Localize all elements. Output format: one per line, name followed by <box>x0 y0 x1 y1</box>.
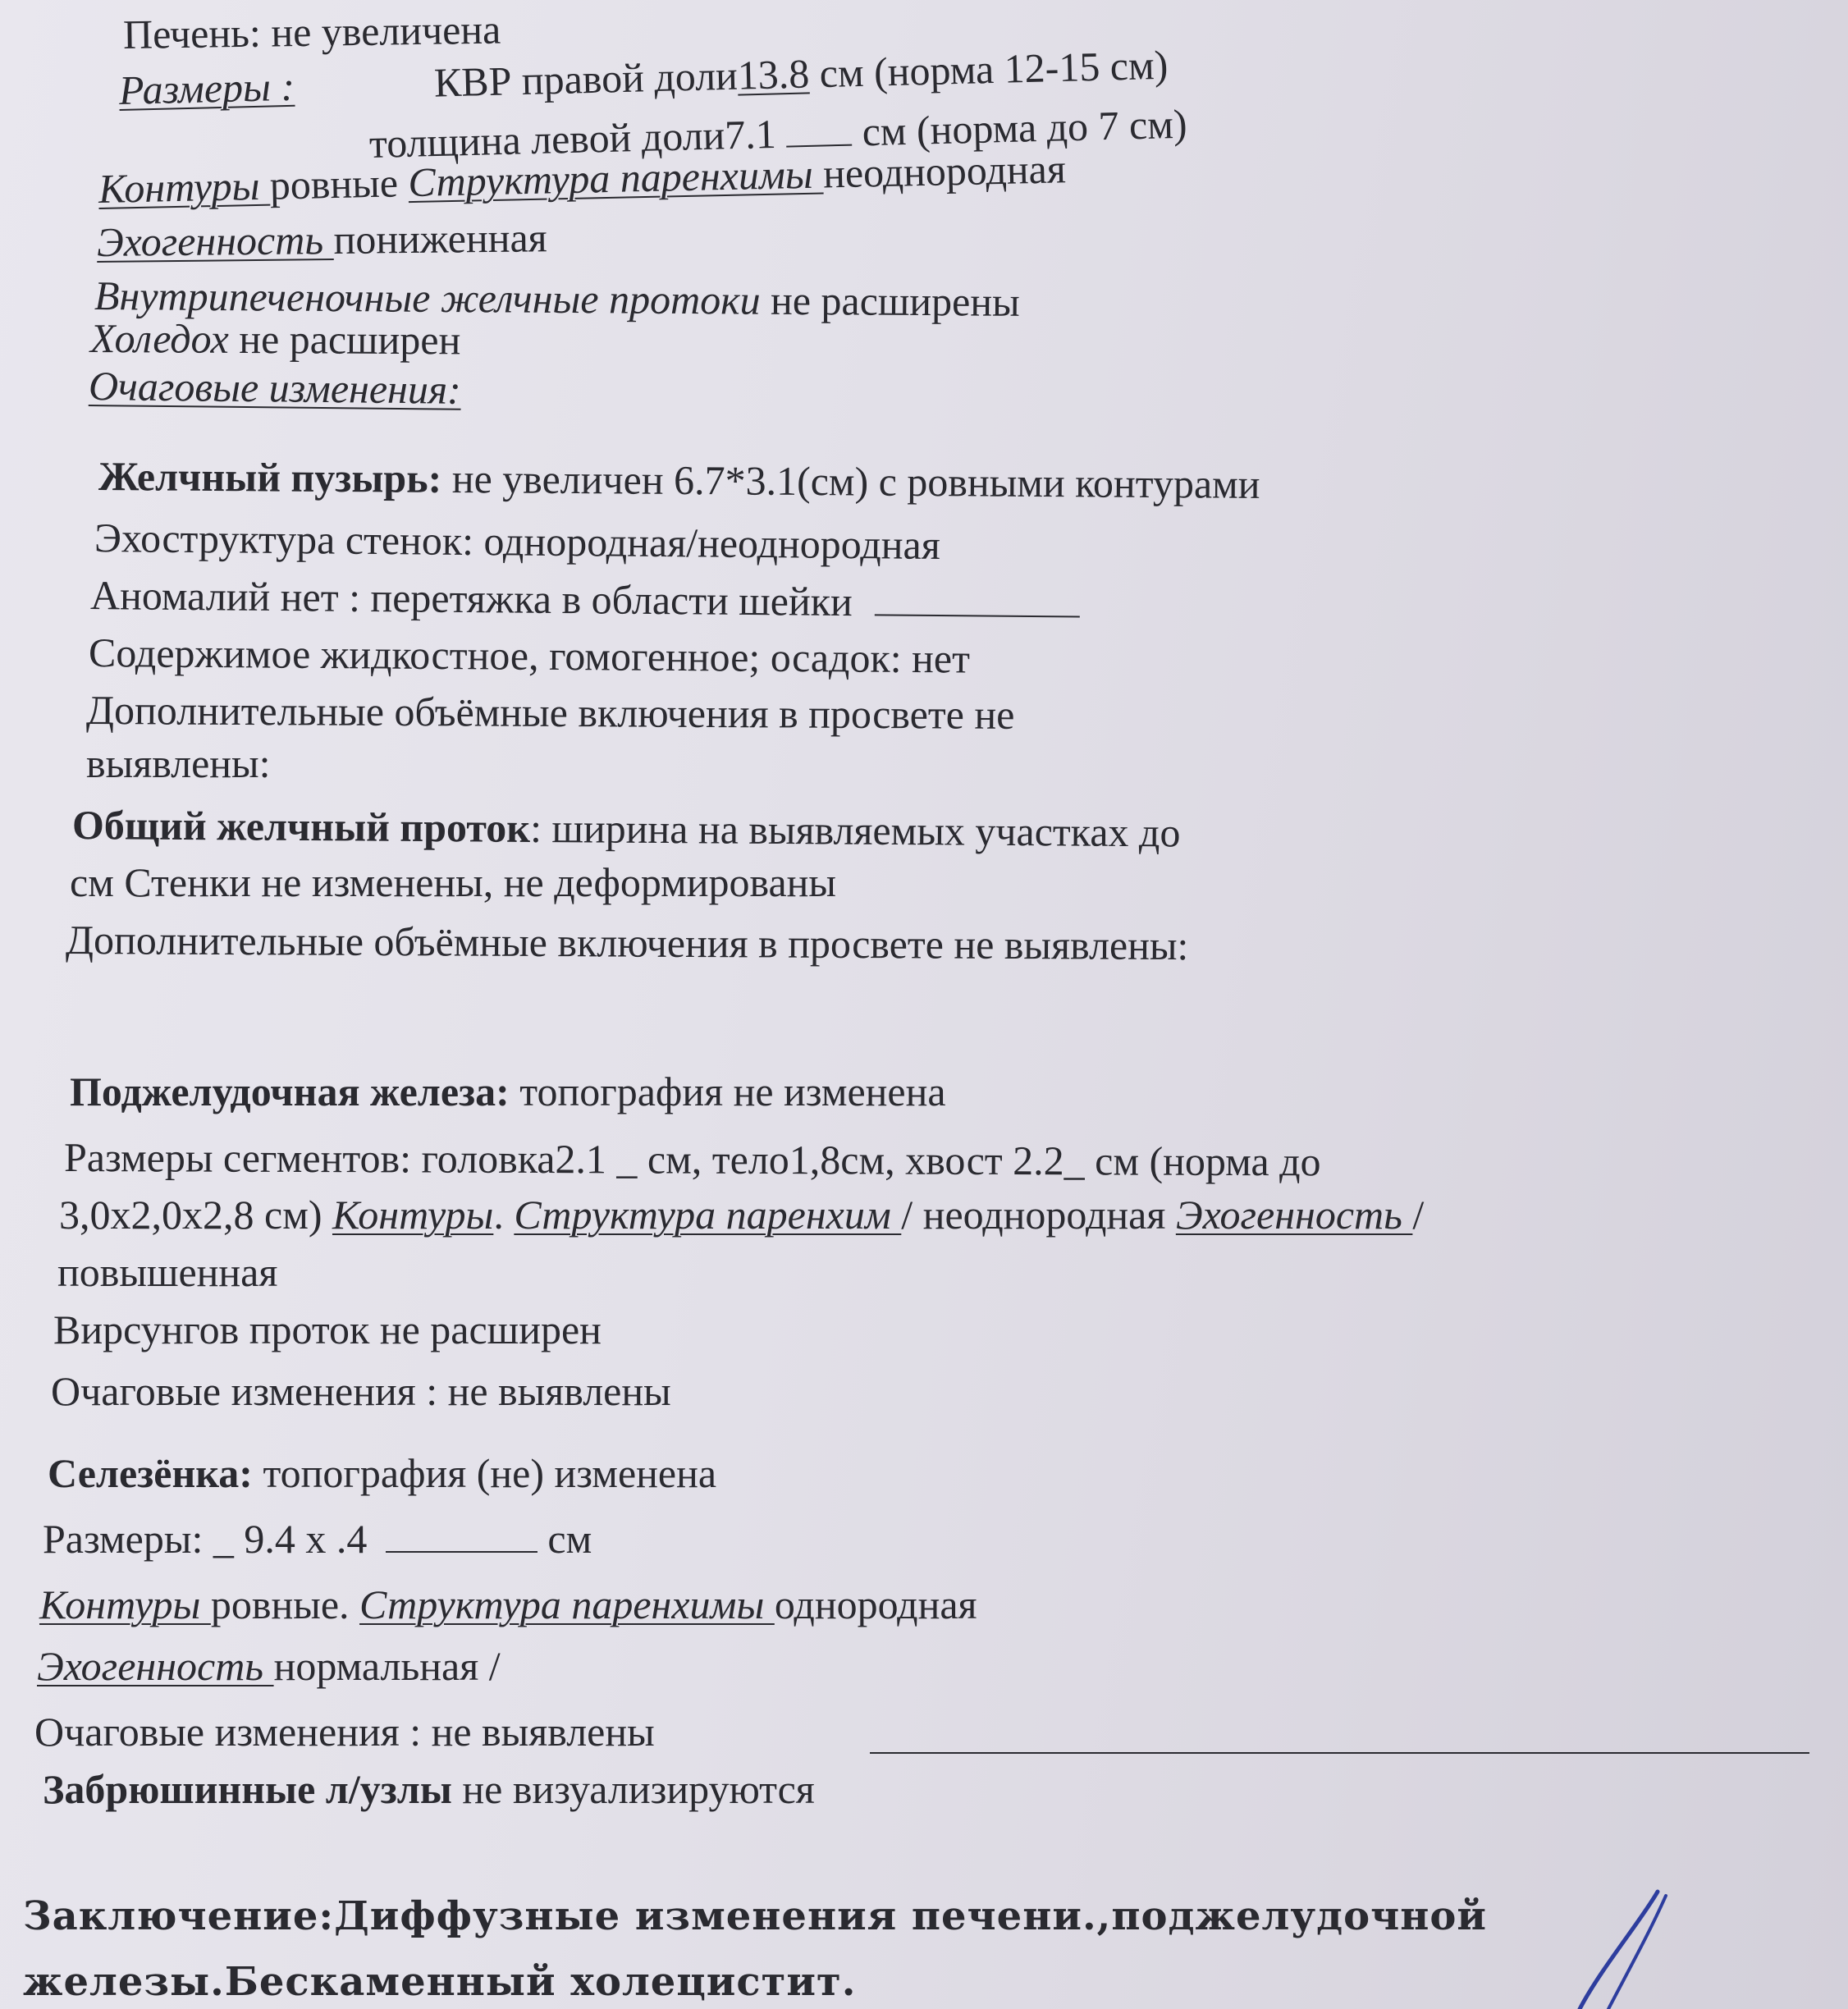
spleen-echo-label: Эхогенность <box>37 1643 274 1689</box>
spleen-size-unit: см <box>537 1516 592 1562</box>
liver-left-lobe-label: толщина левой доли7.1 <box>368 110 777 167</box>
pancreas-echo-value <box>57 1247 277 1297</box>
pancreas-segments-text: Размеры сегментов: головка2.1 _ см, тело1,8см, хвост 2.2_ см (норма до <box>63 1134 1321 1185</box>
pancreas-structure-value: / неоднородная <box>901 1192 1176 1238</box>
gallbladder-anomalies-text: Аномалий нет : перетяжка в области шейки <box>89 572 853 625</box>
liver-focal <box>89 361 461 414</box>
gallbladder-inclusions-text: Дополнительные объёмные включения в просвете не <box>85 687 1015 738</box>
pancreas-wirsung-text: Вирсунгов проток не расширен <box>53 1307 602 1352</box>
liver-structure-value: неоднородная <box>822 145 1067 197</box>
bile-duct-header <box>72 800 1181 857</box>
pancreas-echo-value-text: повышенная <box>57 1249 278 1295</box>
gallbladder-inclusions-cont-text: выявлены: <box>86 740 271 786</box>
liver-choledoch-value: не расширен <box>228 315 461 364</box>
bile-duct-title: Общий желчный проток <box>71 802 531 851</box>
liver-contours-label: Контуры <box>98 162 271 212</box>
liver-choledoch-label: Холедох <box>89 315 229 362</box>
retro-title: Забрюшинные л/узлы <box>43 1766 452 1812</box>
gallbladder-inclusions <box>86 685 1015 739</box>
gallbladder-anomalies-blank <box>875 581 1080 617</box>
pancreas-focal-text: Очаговые изменения : не выявлены <box>51 1368 671 1414</box>
pancreas-dot: . <box>493 1192 515 1238</box>
pancreas-segments <box>64 1133 1321 1186</box>
liver-ducts-value: не расширены <box>760 277 1020 325</box>
liver-header-text: Печень: не увеличена <box>122 6 501 57</box>
spleen-contours-structure <box>39 1580 977 1629</box>
gallbladder-header <box>98 451 1260 509</box>
retro-text: не визуализируются <box>451 1766 815 1812</box>
retro-nodes <box>43 1764 815 1814</box>
conclusion-line-1-text: Заключение:Диффузные изменения печени.,поджелудочной <box>23 1893 1487 1939</box>
spleen-focal-text: Очаговые изменения : не выявлены <box>34 1709 655 1755</box>
pancreas-echo-slash: / <box>1412 1192 1425 1238</box>
bile-duct-walls-text: см Стенки не изменены, не деформированы <box>70 859 836 905</box>
pancreas-focal <box>51 1366 671 1416</box>
conclusion-line-1 <box>23 1892 1487 1941</box>
liver-echo-label: Эхогенность <box>96 216 334 265</box>
spleen-title: Селезёнка: <box>48 1450 253 1496</box>
pancreas-header <box>70 1067 946 1116</box>
pancreas-topography: топография не изменена <box>509 1069 946 1114</box>
spleen-size-label: Размеры: _ 9.4 х .4 <box>43 1516 377 1562</box>
liver-ducts-label: Внутрипеченочные желчные протоки <box>94 272 761 323</box>
gallbladder-wall-text: Эхоструктура стенок: однородная/неоднородная <box>94 515 941 568</box>
pancreas-echo-label: Эхогенность <box>1175 1192 1413 1238</box>
pancreas-title: Поджелудочная железа: <box>70 1069 510 1114</box>
conclusion-line-2 <box>23 1957 856 2007</box>
spleen-structure-value: однородная <box>774 1581 977 1627</box>
spleen-focal <box>34 1707 655 1756</box>
liver-kvr-norm: см (норма 12-15 см) <box>808 41 1169 97</box>
liver-focal-label: Очаговые изменения: <box>88 363 462 413</box>
bile-duct-inclusions <box>66 915 1189 970</box>
liver-echogenicity <box>97 213 547 267</box>
gallbladder-wall <box>94 513 940 570</box>
liver-sizes-label: Размеры : <box>118 62 295 113</box>
bile-duct-width: : ширина на выявляемых участках до <box>529 804 1181 856</box>
liver-choledoch <box>90 313 461 364</box>
gallbladder-title: Желчный пузырь: <box>98 453 442 501</box>
gallbladder-anomalies <box>90 570 1081 629</box>
signature-mark <box>1543 1888 1682 2009</box>
pancreas-norm: 3,0х2,0х2,8 см) <box>59 1192 332 1238</box>
spleen-topography: топография (не) изменена <box>252 1450 717 1496</box>
liver-header <box>123 5 501 59</box>
pancreas-structure-label: Структура паренхим <box>514 1192 902 1238</box>
bile-duct-walls <box>70 858 836 907</box>
liver-echo-value: пониженная <box>333 214 547 263</box>
liver-left-lobe-blank <box>786 112 853 148</box>
spleen-contours-value: ровные. <box>210 1581 360 1627</box>
spleen-focal-blank <box>870 1752 1809 1754</box>
bile-duct-inclusions-text: Дополнительные объёмные включения в просвете не выявлены: <box>65 917 1189 969</box>
spleen-echogenicity <box>37 1641 501 1691</box>
spleen-structure-label: Структура паренхимы <box>359 1581 775 1627</box>
pancreas-contours-label: Контуры <box>332 1192 494 1238</box>
conclusion-line-2-text: железы.Бескаменный холецистит. <box>23 1959 857 2005</box>
spleen-contours-label: Контуры <box>39 1581 211 1627</box>
spleen-size <box>43 1514 592 1563</box>
gallbladder-content <box>89 628 970 683</box>
gallbladder-summary: не увеличен 6.7*3.1(см) с ровными контурами <box>441 455 1260 507</box>
liver-kvr-label: КВР правой доли <box>433 52 739 106</box>
spleen-header <box>48 1448 716 1498</box>
spleen-echo-value: нормальная / <box>273 1643 501 1689</box>
liver-kvr-value: 13.8 <box>737 50 810 98</box>
liver-contours-structure <box>98 144 1066 213</box>
pancreas-norm-contours <box>59 1190 1424 1239</box>
pancreas-wirsung <box>53 1305 602 1354</box>
spleen-size-blank <box>386 1518 537 1553</box>
liver-structure-label: Структура паренхимы <box>407 150 824 206</box>
liver-left-lobe-norm: см (норма до 7 см) <box>851 100 1188 155</box>
liver-contours-value: ровные <box>269 159 409 208</box>
gallbladder-content-text: Содержимое жидкостное, гомогенное; осадок: нет <box>88 629 971 682</box>
gallbladder-inclusions-cont <box>86 739 271 788</box>
